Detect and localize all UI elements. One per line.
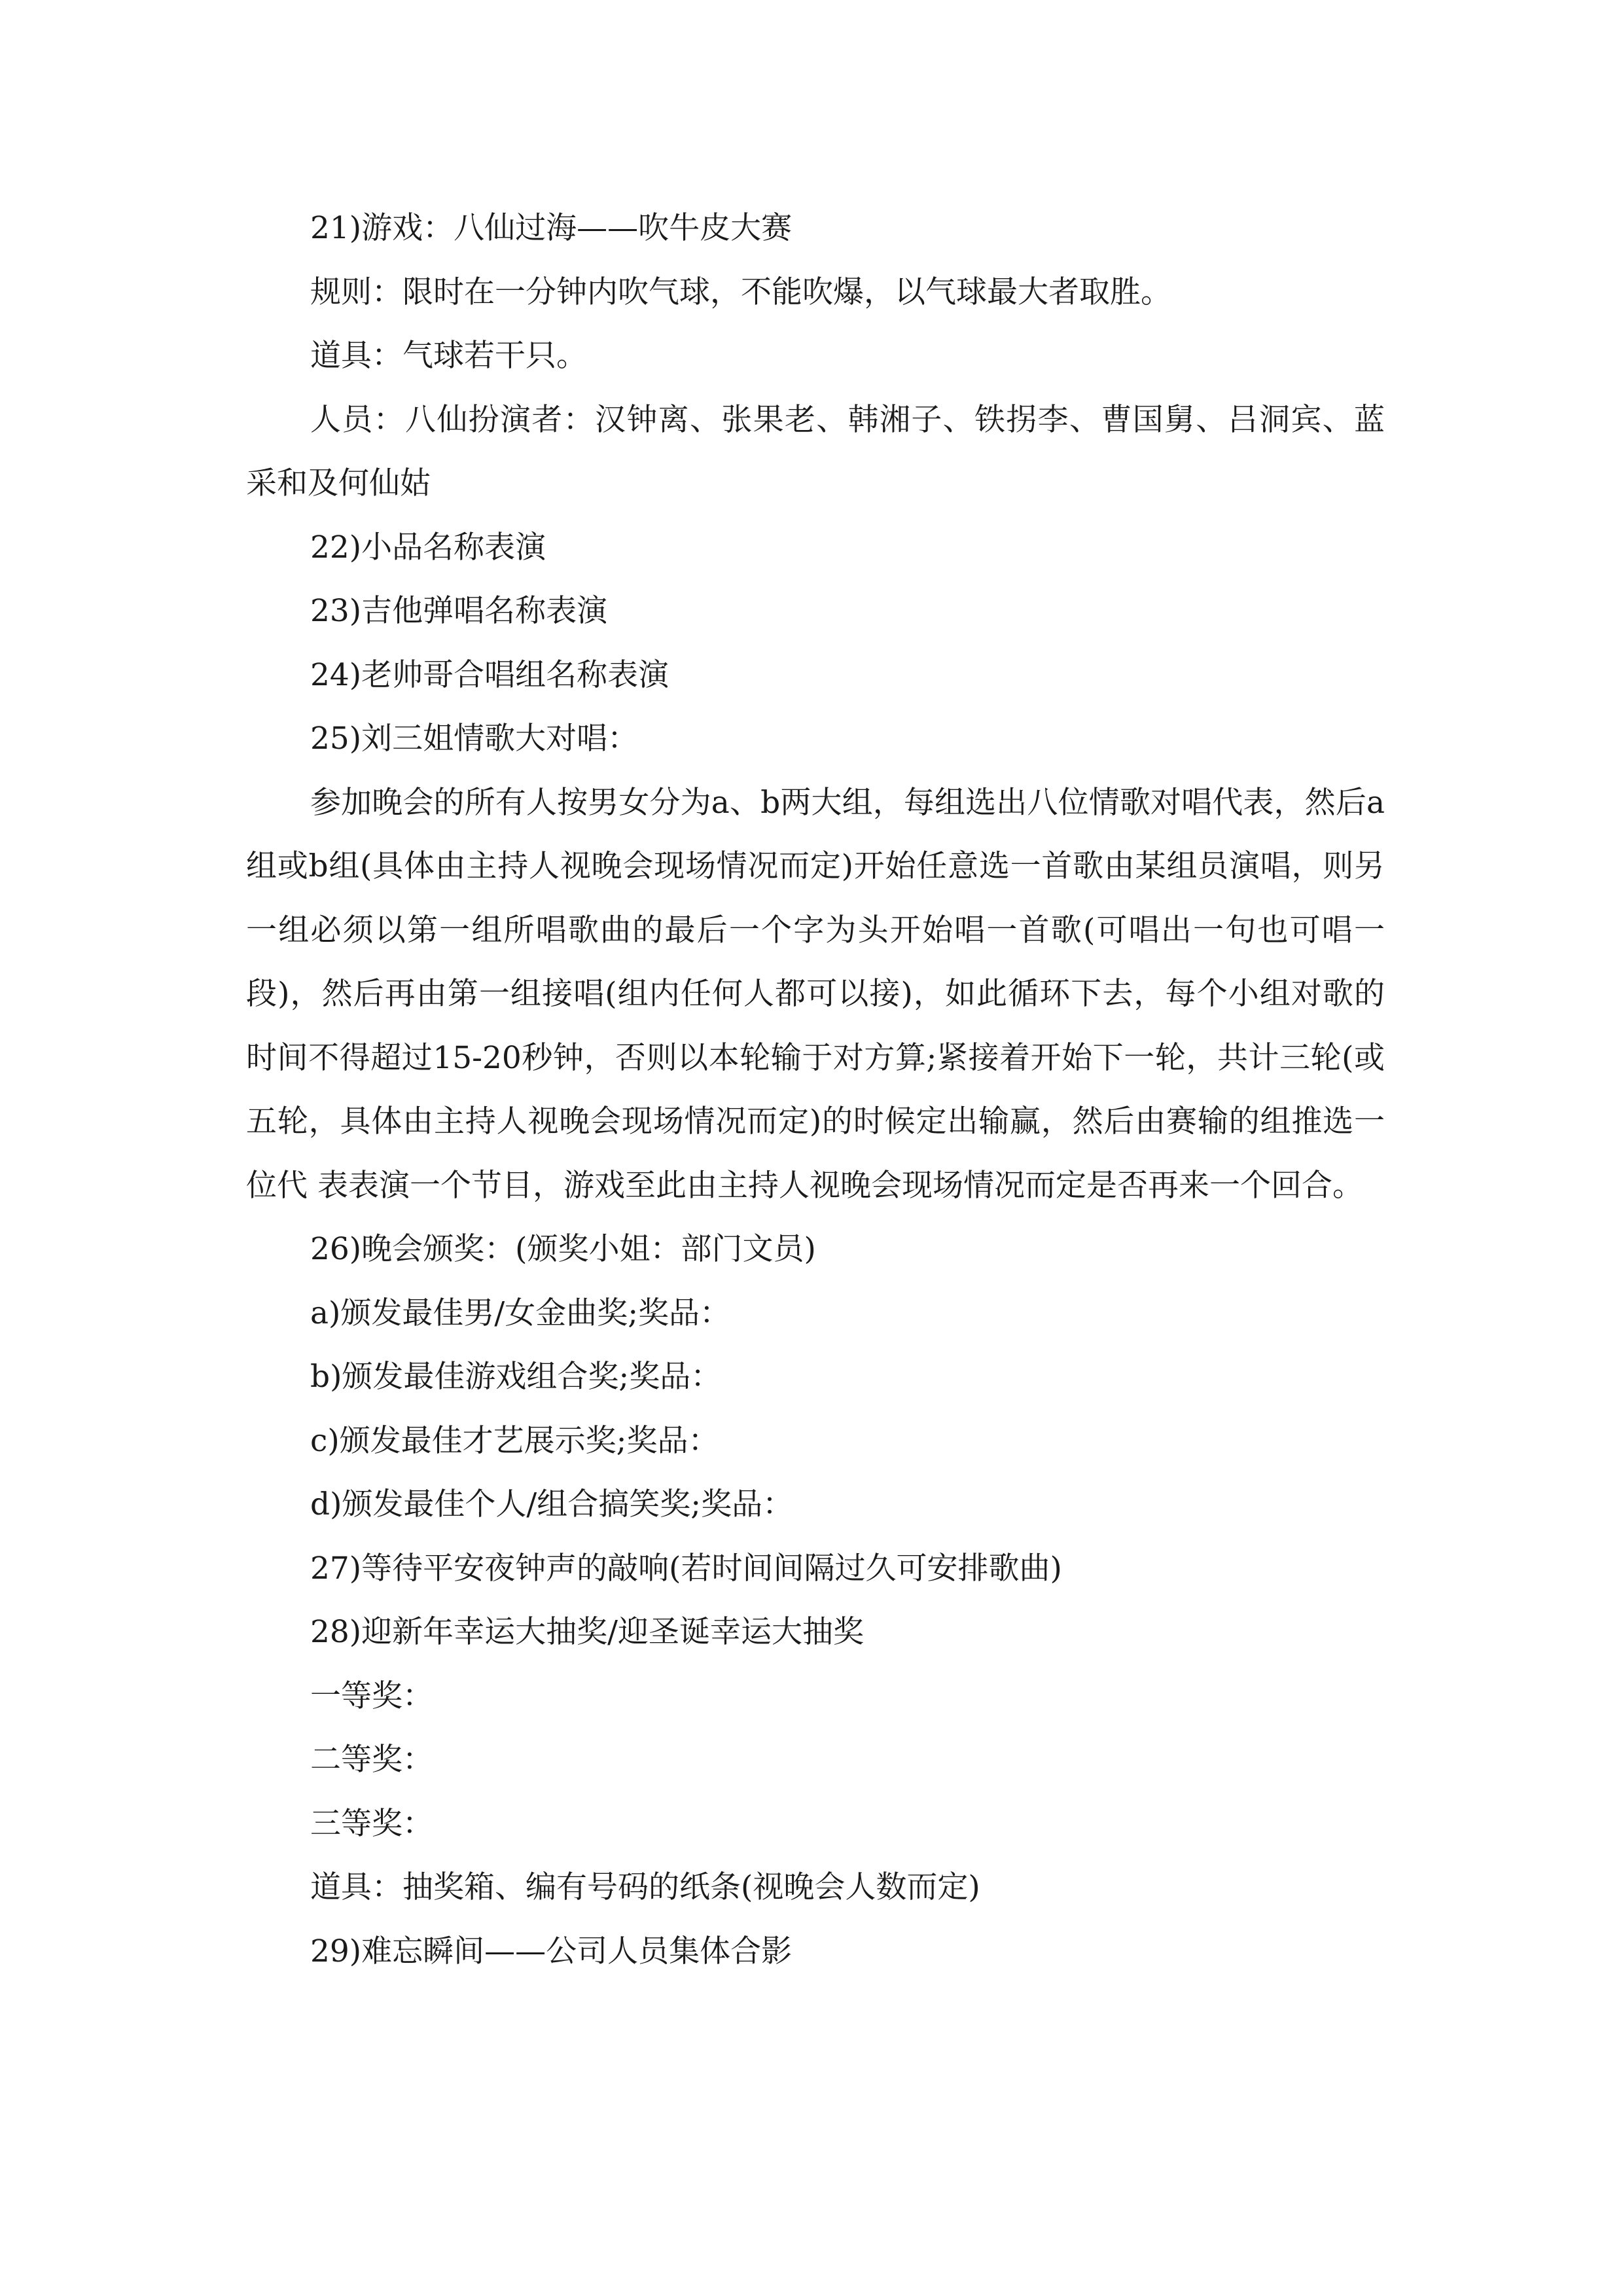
item-27-line: 27)等待平安夜钟声的敲响(若时间间隔过久可安排歌曲) — [310, 1550, 1062, 1587]
first-prize-line: 一等奖： — [310, 1677, 433, 1714]
award-d-line: d)颁发最佳个人/组合搞笑奖;奖品： — [310, 1486, 794, 1522]
third-prize-line: 三等奖： — [310, 1805, 433, 1842]
item-28-lottery-line: 28)迎新年幸运大抽奖/迎圣诞幸运大抽奖 — [310, 1614, 864, 1650]
personnel-paragraph: 人员：八仙扮演者：汉钟离、张果老、韩湘子、铁拐李、曹国舅、吕洞宾、蓝采和及何仙姑 — [246, 401, 1385, 501]
item-25-line: 25)刘三姐情歌大对唱： — [310, 721, 639, 757]
lottery-props-line: 道具：抽奖箱、编有号码的纸条(视晚会人数而定) — [310, 1869, 980, 1905]
game-props-line: 道具：气球若干只。 — [310, 338, 587, 374]
award-b-line: b)颁发最佳游戏组合奖;奖品： — [310, 1359, 722, 1395]
item-24-line: 24)老帅哥合唱组名称表演 — [310, 656, 669, 693]
game-rules-line: 规则：限时在一分钟内吹气球，不能吹爆，以气球最大者取胜。 — [310, 274, 1171, 310]
item-26-awards-line: 26)晚会颁奖：(颁奖小姐：部门文员) — [310, 1231, 816, 1267]
item-23-line: 23)吉他弹唱名称表演 — [310, 593, 608, 629]
award-c-line: c)颁发最佳才艺展示奖;奖品： — [310, 1422, 719, 1459]
award-a-line: a)颁发最佳男/女金曲奖;奖品： — [310, 1295, 731, 1331]
document-body — [246, 196, 1385, 1983]
item-21-game-title: 21)游戏：八仙过海——吹牛皮大赛 — [310, 210, 793, 246]
item-29-line: 29)难忘瞬间——公司人员集体合影 — [310, 1933, 793, 1969]
second-prize-line: 二等奖： — [310, 1742, 433, 1778]
duet-rules-paragraph: 参加晚会的所有人按男女分为a、b两大组，每组选出八位情歌对唱代表，然后a组或b组(具体由主持人视晚会现场情况而定)开始任意选一首歌由某组员演唱，则另一组必须以第一组所唱歌曲的最后一个字为头开始唱一首歌(可唱出一句也可唱一段)，然后再由第一组接唱(组内任何人都可以接)，如此循环下去，每个小组对歌的时间不得超过15-20秒钟，否则以本轮输于对方算;紧接着开始下一轮，共计三轮(或五轮，具体由主持人视晚会现场情况而定)的时候定出输赢，然后由赛输的组推选一位代 表表演一个节目，游戏至此由主持人视晚会现场情况而定是否再来一个回合。 — [246, 784, 1385, 1204]
item-22-line: 22)小品名称表演 — [310, 529, 546, 565]
